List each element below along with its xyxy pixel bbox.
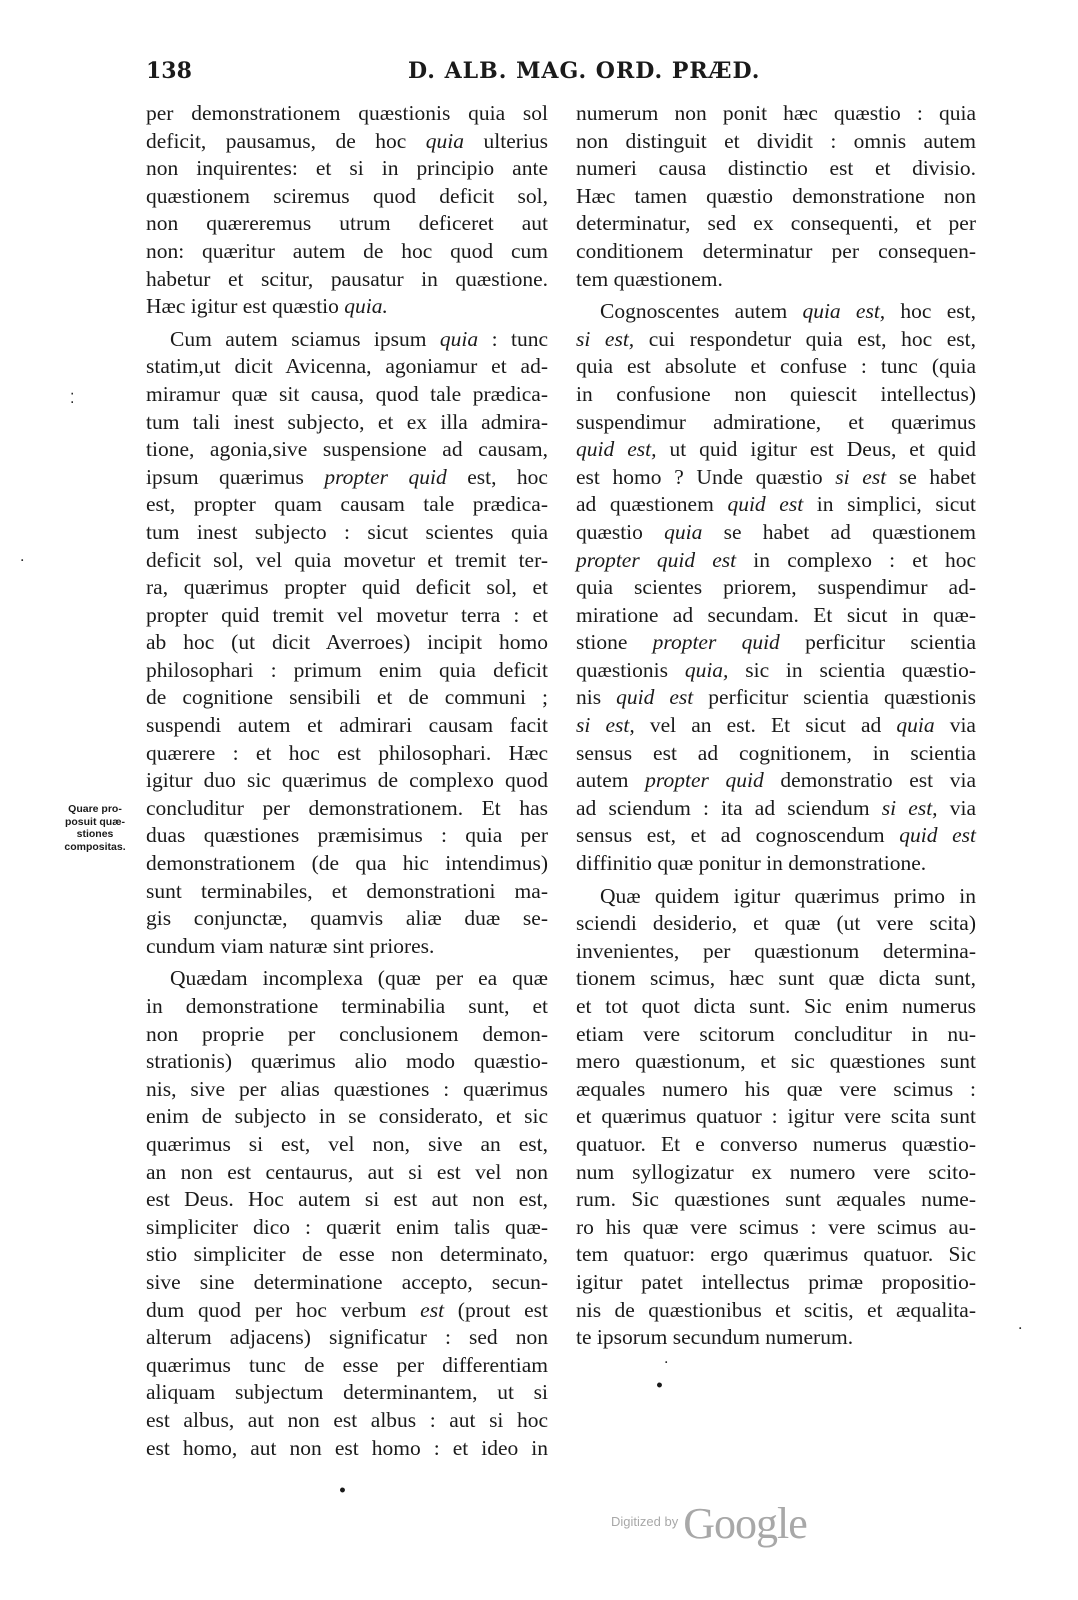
left-line: strationis) quærimus alio modo quæstio- [146,1049,548,1074]
right-line: numeri causa distinctio est et divisio. [576,156,976,181]
print-speck: ⁚ [70,391,75,407]
right-line: quia scientes priorem, suspendimur ad- [576,575,976,600]
left-line: aliquam subjectum determinantem, ut si [146,1380,548,1405]
right-line: conditionem determinatur per consequen- [576,238,976,263]
right-line: tionem scimus, hæc sunt quæ dicta sunt, [576,966,976,991]
left-line: concluditur per demonstrationem. Et has [146,795,548,820]
google-logo: Google [683,1499,807,1548]
right-line: quatuor. Et e converso numerus quæstio- [576,1131,976,1156]
right-line: ad quæstionem quid est in simplici, sicut [576,492,977,517]
left-line: ipsum quærimus propter quid est, hoc [146,464,548,489]
right-line: Hæc tamen quæstio demonstratione non [576,183,976,208]
right-line: invenientes, per quæstionum determina- [576,938,976,963]
right-line: æquales numero his quæ vere scimus : [576,1076,976,1101]
right-line: numerum non ponit hæc quæstio : quia [576,101,976,125]
margin-note: Quare pro- posuit quæ- stiones compositas. [64,803,126,853]
left-line: propter quid tremit vel movetur terra : et [146,602,548,627]
right-line: autem propter quid demonstratio est via [576,768,976,793]
left-line: Quædam incomplexa (quæ per ea quæ [170,966,548,991]
right-line: quæstionis quia, sic in scientia quæstio- [576,657,976,682]
left-line: duas quæstiones præmisimus : quia per [146,823,548,848]
right-line: et tot quot dicta sunt. Sic enim numerus [576,994,976,1018]
right-line: etiam vere scitorum concluditur in nu- [576,1021,976,1046]
right-line: num syllogizatur ex numero vere scito- [576,1159,976,1184]
left-line: statim,ut dicit Avicenna, agoniamur et ad- [146,354,548,379]
left-line: demonstrationem (de qua hic intendimus) [146,851,548,876]
left-line: sunt terminabiles, et demonstrationi ma- [146,878,548,903]
print-speck: • [655,1378,664,1394]
left-line: quæstionem sciremus quod deficit sol, [146,183,548,208]
left-line: deficit sol, vel quia movetur et tremit ter- [146,547,548,572]
left-line: stio simpliciter de esse non determinato, [146,1242,548,1267]
right-line: nis quid est perficitur scientia quæstionis [576,685,976,710]
print-speck: · [664,1355,669,1371]
right-line: quia est absolute et confuse : tunc (quia [576,354,976,379]
left-line: est homo, aut non est homo : et ideo in [146,1435,548,1460]
right-line: rum. Sic quæstiones sunt æquales nume- [576,1187,976,1212]
left-line: miramur quæ sit causa, quod tale prædica- [146,381,548,406]
left-line: non inquirentes: et si in principio ante [146,156,548,181]
left-line: alterum adjacens) significatur : sed non [146,1325,548,1350]
right-line: quæstio quia se habet ad quæstionem [576,519,976,544]
left-line: non: quæritur autem de hoc quod cum [146,238,548,263]
right-line: tem quæstionem. [576,266,723,291]
left-line: quærimus tunc de esse per differentiam [146,1352,548,1377]
left-line: nis, sive per alias quæstiones : quærimus [146,1076,548,1101]
left-line: non proprie per conclusionem demon- [146,1021,548,1046]
left-line: cundum viam naturæ sint priores. [146,933,435,958]
right-line: si est, vel an est. Et sicut ad quia via [576,713,976,738]
left-line: non quæreremus utrum deficeret aut [146,211,548,236]
left-line: tum inest subjecto : sicut scientes quia [146,519,548,544]
right-line: propter quid est in complexo : et hoc [576,547,976,572]
running-head [0,58,1078,88]
right-line: Cognoscentes autem quia est, hoc est, [600,299,976,324]
right-line: sensus est ad cognitionem, in scientia [576,740,976,765]
right-line: est homo ? Unde quæstio si est se habet [576,464,976,489]
right-line: Quæ quidem igitur quærimus primo in [600,883,976,908]
print-speck: • [338,1483,347,1499]
right-line: quid est, ut quid igitur est Deus, et quid [576,437,977,462]
right-line: si est, cui respondetur quia est, hoc est, [576,326,976,351]
left-line: simpliciter dico : quærit enim talis quæ- [146,1214,548,1239]
left-line: philosophari : primum enim quia deficit [146,657,548,682]
right-column [576,100,976,1352]
digitized-watermark [611,1498,807,1549]
left-line: quærere : et hoc est philosophari. Hæc [146,740,548,765]
left-column [146,100,548,1462]
right-line: et quærimus quatuor : igitur vere scita sunt [576,1104,976,1129]
left-line: quærimus si est, vel non, sive an est, [146,1131,548,1156]
left-line: est albus, aut non est albus : aut si hoc [146,1407,548,1432]
right-line: non distinguit et dividit : omnis autem [576,128,976,153]
right-line: stione propter quid perficitur scientia [576,630,976,655]
left-line: tum tali inest subjecto, et ex illa admira- [146,409,548,434]
right-line: determinatur, sed ex consequenti, et per [576,211,976,236]
page-number: 138 [146,58,192,84]
left-line: habetur et scitur, pausatur in quæstione. [146,266,548,291]
right-line: suspendimur admiratione, et quærimus [576,409,976,434]
left-line: Hæc igitur est quæstio quia. [146,294,388,319]
print-speck: · [20,553,25,569]
running-title: D. ALB. MAG. ORD. PRÆD. [408,58,761,84]
right-line: mero quæstionum, et sic quæstiones sunt [576,1049,976,1074]
right-line: miratione ad secundam. Et sicut in quæ- [576,602,976,627]
right-line: diffinitio quæ ponitur in demonstratione. [576,851,927,876]
right-line: ro his quæ vere scimus : vere scimus au- [576,1214,976,1239]
right-line: sensus est, et ad cognoscendum quid est [576,823,976,848]
right-line: tem quatuor: ergo quærimus quatuor. Sic [576,1242,976,1267]
left-line: dum quod per hoc verbum est (prout est [146,1297,548,1322]
left-line: est Deus. Hoc autem si est aut non est, [146,1187,548,1212]
left-line: in demonstratione terminabilia sunt, et [146,994,548,1018]
left-line: an non est centaurus, aut si est vel non [146,1159,548,1184]
right-line: te ipsorum secundum numerum. [576,1325,854,1350]
left-line: suspendi autem et admirari causam facit [146,713,548,738]
digitized-by-text: Digitized by [611,1514,679,1529]
left-line: per demonstrationem quæstionis quia sol [146,101,548,125]
right-line: ad sciendum : ita ad sciendum si est, via [576,795,976,820]
left-line: est, propter quam causam tale prædica- [146,492,548,517]
right-line: igitur patet intellectus primæ propositio- [576,1269,976,1294]
left-line: tione, agonia,sive suspensione ad causam, [146,437,548,462]
left-line: sive sine determinatione accepto, secun- [146,1269,548,1294]
right-line: nis de quæstionibus et scitis, et æqualita- [576,1297,976,1322]
left-line: ra, quærimus propter quid deficit sol, et [146,575,548,600]
left-line: gis conjunctæ, quamvis aliæ duæ se- [146,906,548,931]
left-line: ab hoc (ut dicit Averroes) incipit homo [146,630,548,655]
left-line: Cum autem sciamus ipsum quia : tunc [170,326,548,351]
right-line: in confusione non quiescit intellectus) [576,381,976,406]
left-line: deficit, pausamus, de hoc quia ulterius [146,128,548,153]
left-line: enim de subjecto in se considerato, et sic [146,1104,548,1129]
left-line: de cognitione sensibili et de communi ; [146,685,548,710]
right-line: sciendi desiderio, et quæ (ut vere scita) [576,911,976,936]
print-speck: · [1018,1321,1023,1337]
left-line: igitur duo sic quærimus de complexo quod [146,768,548,793]
